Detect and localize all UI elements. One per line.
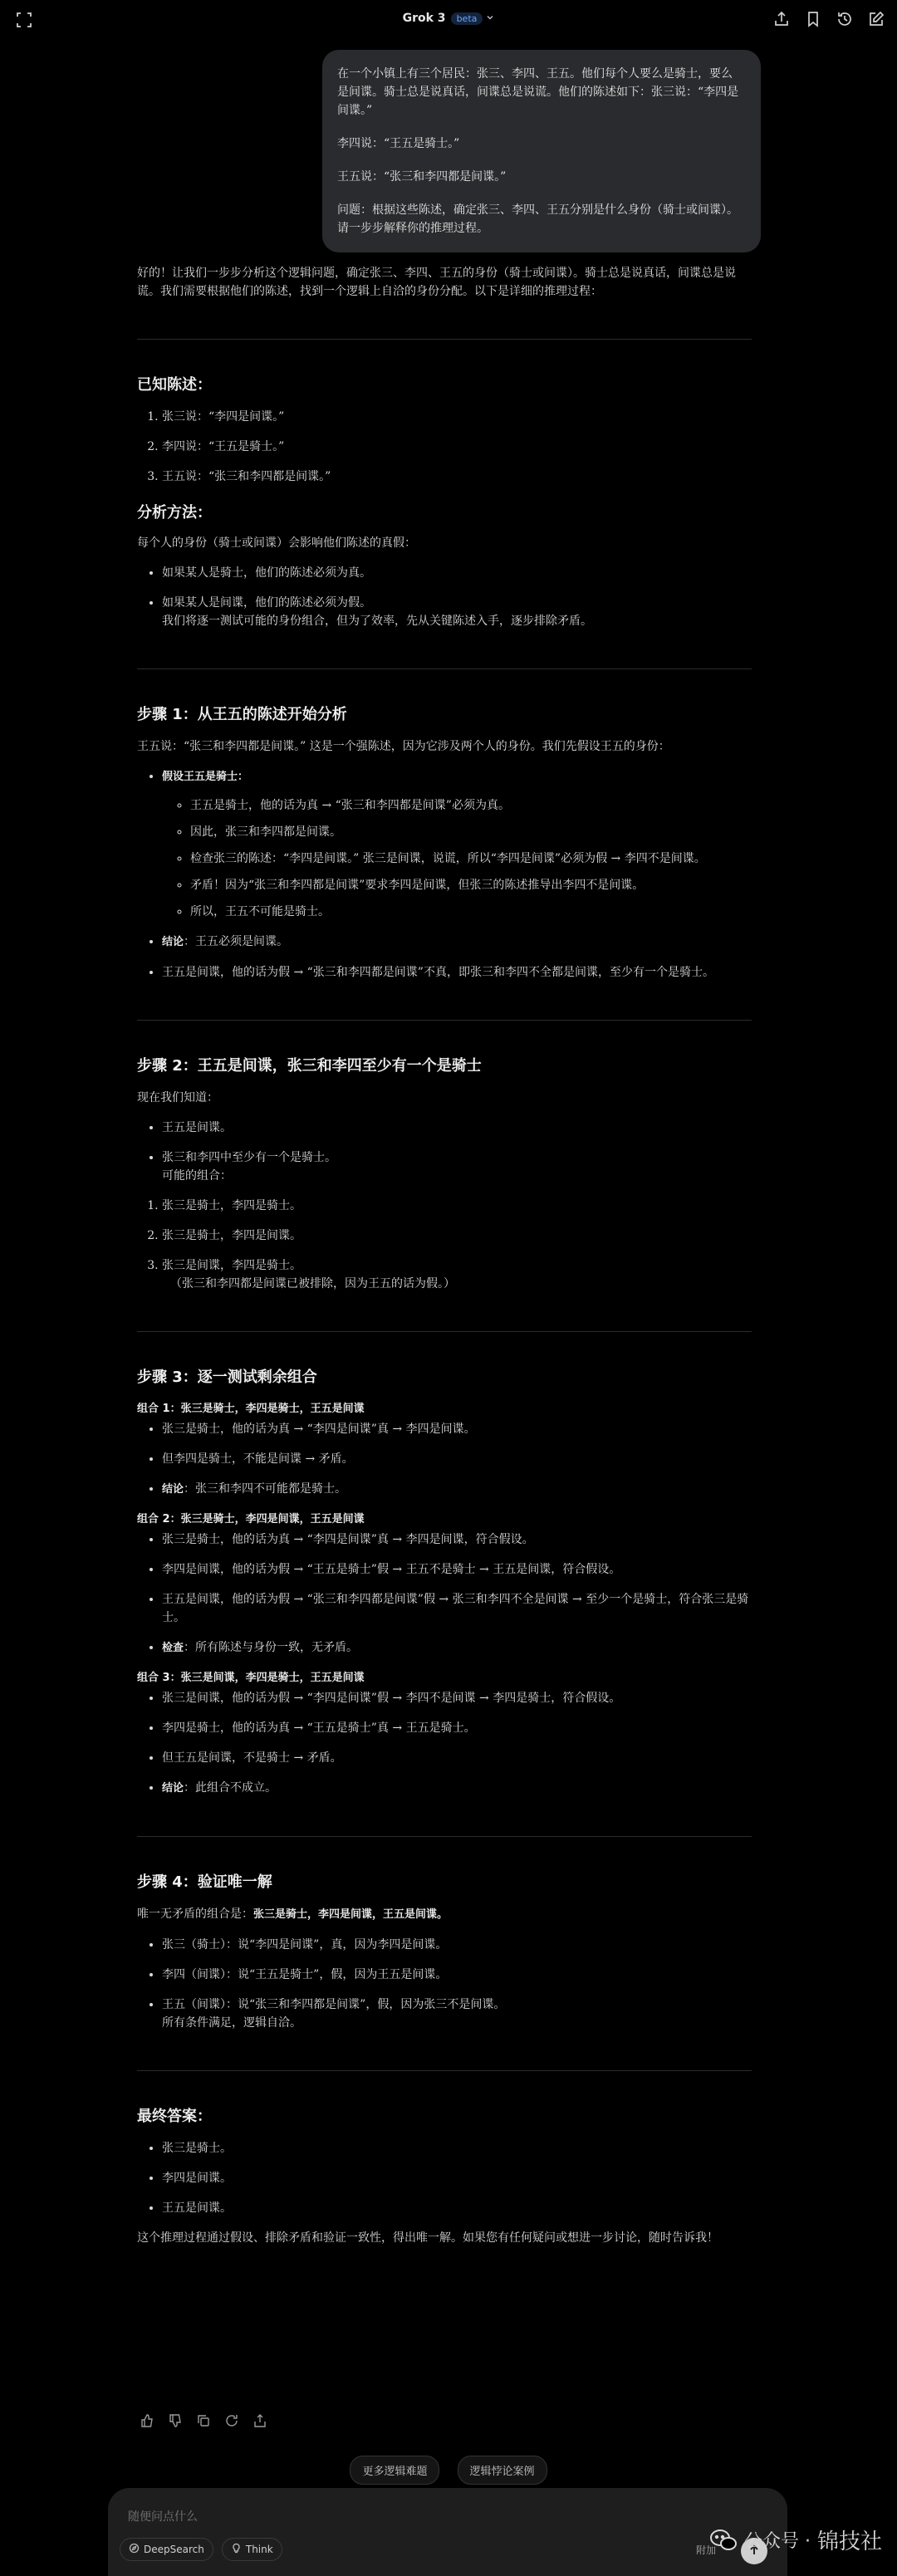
beta-badge: beta: [451, 12, 483, 25]
deepsearch-label: DeepSearch: [144, 2544, 204, 2555]
thumbs-down-icon[interactable]: [168, 2413, 183, 2428]
final-list: [137, 2139, 752, 2217]
deepsearch-icon: [129, 2543, 140, 2556]
final-outro: 这个推理过程通过假设、排除矛盾和验证一致性，得出唯一解。如果您有任何疑问或想进一步讨论，随时告诉我！: [137, 2231, 718, 2245]
list-item: • 王五是间谍，他的话为假 → “张三和李四都是间谍”不真，即张三和李四不全都是间谍，至少有一个是骑士。: [162, 963, 752, 982]
message-input[interactable]: 随便问点什么: [128, 2510, 198, 2524]
step4-list: [137, 1936, 752, 2032]
composer-tools: [120, 2538, 282, 2561]
suggestion-chips: [0, 2456, 897, 2485]
assistant-answer: [137, 264, 752, 2247]
combo-note: （张三和李四都是间谍已被排除，因为王五的话为假。）: [170, 1277, 455, 1290]
verdict-label: 检查: [162, 1642, 184, 1654]
watermark-name: 锦技社: [816, 2529, 882, 2554]
list-item: • 张三是骑士。: [162, 2139, 752, 2157]
attach-label: 附加: [695, 2544, 716, 2556]
think-label: Think: [245, 2544, 273, 2555]
list-item: • 如果某人是骑士，他们的陈述必须为真。: [162, 564, 752, 582]
list-item: 2. 李四说：“王五是骑士。”: [162, 438, 752, 456]
list-item: • 李四（间谍）：说“王五是骑士”，假，因为王五是间谍。: [162, 1966, 752, 1984]
list-item: 2. 张三是骑士，李四是间谍。: [162, 1227, 752, 1245]
copy-icon[interactable]: [196, 2413, 211, 2428]
verdict-text: ：此组合不成立。: [184, 1781, 277, 1795]
message-actions: [140, 2413, 267, 2428]
list-item: ◦ 矛盾！因为“张三和李四都是间谍”要求李四是间谍，但张三的陈述推导出李四不是间谍。: [190, 876, 752, 894]
lightbulb-icon: [231, 2543, 242, 2556]
method-list: [137, 564, 752, 630]
divider: [137, 668, 752, 669]
combo-list: [137, 1197, 752, 1293]
verdict-label: 结论: [162, 1483, 184, 1496]
divider: [137, 1836, 752, 1837]
step2-heading: 步骤 2：王五是间谍，张三和李四至少有一个是骑士: [137, 1057, 482, 1075]
step2-intro: 现在我们知道：: [137, 1091, 218, 1104]
final-heading: 最终答案：: [137, 2108, 212, 2125]
step4-intro-bold: 张三是骑士，李四是间谍，王五是间谍。: [253, 1908, 448, 1921]
divider: [137, 1020, 752, 1021]
history-icon[interactable]: [836, 10, 854, 28]
list-item: • 张三（骑士）：说“李四是间谍”，真，因为李四是间谍。: [162, 1936, 752, 1954]
step1-intro: 王五说：“张三和李四都是间谍。” 这是一个强陈述，因为它涉及两个人的身份。我们先假设王五的身份：: [137, 740, 670, 753]
list-item-text: 如果某人是间谍，他们的陈述必须为假。: [162, 596, 371, 610]
list-item-text: 张三是间谍，李四是骑士。: [162, 1259, 301, 1272]
list-item: 3. 王五说：“张三和李四都是间谍。”: [162, 468, 752, 486]
answer-intro: 好的！让我们一步步分析这个逻辑问题，确定张三、李四、王五的身份（骑士或间谍）。骑士总是说真话，间谍总是说谎。我们需要根据他们的陈述，找到一个逻辑上自洽的身份分配。以下是详细的推理过程：: [137, 267, 736, 298]
wechat-icon: [709, 2529, 738, 2552]
method-heading: 分析方法：: [137, 504, 212, 522]
conclusion-text: ：王五必须是间谍。: [184, 935, 289, 948]
known-heading: 已知陈述：: [137, 376, 212, 394]
list-item: • 李四是间谍，他的话为假 → “王五是骑士”假 → 王五不是骑士 → 王五是间谍，符合假设。: [162, 1560, 752, 1579]
combos-label: 可能的组合：: [162, 1169, 232, 1183]
bookmark-icon[interactable]: [804, 10, 822, 28]
combo-group-title: 组合 3：张三是间谍，李四是骑士，王五是间谍: [137, 1672, 365, 1684]
step1-heading: 步骤 1：从王五的陈述开始分析: [137, 706, 347, 723]
regenerate-icon[interactable]: [224, 2413, 239, 2428]
list-item: 1. 张三说：“李四是间谍。”: [162, 408, 752, 426]
list-item: • 王五是间谍。: [162, 1119, 752, 1137]
list-item: [162, 1148, 752, 1185]
list-item-text: 张三和李四中至少有一个是骑士。: [162, 1151, 336, 1164]
list-item: [162, 1779, 752, 1798]
list-item-text: 王五（间谍）：说“张三和李四都是间谍”，假，因为张三不是间谍。: [162, 1998, 506, 2011]
model-title: Grok 3: [402, 12, 446, 25]
list-item: [162, 594, 752, 630]
step4-tail: 所有条件满足，逻辑自洽。: [162, 2016, 301, 2030]
user-message-paragraph: 问题：根据这些陈述，确定张三、李四、王五分别是什么身份（骑士或间谍）。请一步步解释你的推理过程。: [337, 203, 738, 235]
suggestion-chip[interactable]: 逻辑悖论案例: [458, 2456, 547, 2485]
method-intro: 每个人的身份（骑士或间谍）会影响他们陈述的真假：: [137, 536, 416, 550]
assume-label: 假设王五是骑士：: [162, 771, 249, 783]
list-item: • 王五是间谍，他的话为假 → “张三和李四都是间谍”假 → 张三和李四不全是间谍 → 至少一个是骑士，符合张三是骑士。: [162, 1590, 752, 1627]
list-item: • 张三是骑士，他的话为真 → “李四是间谍”真 → 李四是间谍。: [162, 1420, 752, 1438]
share-icon[interactable]: [252, 2413, 267, 2428]
combo-group-list: [137, 1420, 752, 1499]
step4-heading: 步骤 4：验证唯一解: [137, 1873, 272, 1891]
user-message-paragraph: 王五说：“张三和李四都是间谍。”: [337, 170, 507, 184]
list-item: • 王五是间谍。: [162, 2199, 752, 2217]
list-item: ◦ 因此，张三和李四都是间谍。: [190, 823, 752, 841]
step1-sub-list: [162, 796, 752, 921]
list-item: • 李四是间谍。: [162, 2169, 752, 2187]
list-item: • 张三是间谍，他的话为假 → “李四是间谍”假 → 李四不是间谍 → 李四是骑士，符合假设。: [162, 1689, 752, 1707]
list-item: [162, 1638, 752, 1658]
list-item: ◦ 检查张三的陈述：“李四是间谍。” 张三是间谍，说谎，所以“李四是间谍”必须为假 → 李四不是间谍。: [190, 850, 752, 868]
user-message-paragraph: 李四说：“王五是骑士。”: [337, 137, 460, 150]
share-icon[interactable]: [772, 10, 791, 28]
step2-list: [137, 1119, 752, 1185]
known-list: [137, 408, 752, 486]
verdict-text: ：所有陈述与身份一致，无矛盾。: [184, 1641, 359, 1654]
verdict-text: ：张三和李四不可能都是骑士。: [184, 1482, 347, 1496]
list-item: [162, 1996, 752, 2032]
list-item: • 但王五是间谍，不是骑士 → 矛盾。: [162, 1749, 752, 1767]
combo-group-list: [137, 1530, 752, 1658]
think-button[interactable]: [222, 2538, 282, 2561]
watermark: [709, 2525, 882, 2555]
user-message-paragraph: 在一个小镇上有三个居民：张三、李四、王五。他们每个人要么是骑士，要么是间谍。骑士总是说真话，间谍总是说谎。他们的陈述如下：张三说：“李四是间谍。”: [337, 67, 739, 117]
thumbs-up-icon[interactable]: [140, 2413, 154, 2428]
suggestion-chip[interactable]: 更多逻辑难题: [350, 2456, 439, 2485]
list-item: ◦ 王五是骑士，他的话为真 → “张三和李四都是间谍”必须为真。: [190, 796, 752, 815]
top-bar: [0, 0, 897, 42]
step4-intro-prefix: 唯一无矛盾的组合是：: [137, 1908, 253, 1921]
model-selector[interactable]: [0, 12, 897, 25]
list-item: 1. 张三是骑士，李四是骑士。: [162, 1197, 752, 1215]
list-item: [162, 1480, 752, 1499]
divider: [137, 339, 752, 340]
method-tail: 我们将逐一测试可能的身份组合，但为了效率，先从关键陈述入手，逐步排除矛盾。: [162, 615, 592, 628]
deepsearch-button[interactable]: [120, 2538, 213, 2561]
chevron-down-icon: [486, 12, 494, 25]
new-chat-icon[interactable]: [867, 10, 885, 28]
list-item: [162, 933, 752, 952]
watermark-prefix: 公众号 ·: [743, 2531, 811, 2552]
combo-group-list: [137, 1689, 752, 1798]
step3-heading: 步骤 3：逐一测试剩余组合: [137, 1369, 317, 1386]
composer: [108, 2488, 787, 2576]
list-item: • 但李四是骑士，不能是间谍 → 矛盾。: [162, 1450, 752, 1468]
step4-intro: [137, 1905, 752, 1924]
list-item: ◦ 所以，王五不可能是骑士。: [190, 903, 752, 921]
list-item: [162, 1256, 752, 1293]
conclusion-label: 结论: [162, 936, 184, 948]
divider: [137, 1331, 752, 1332]
combo-group-title: 组合 2：张三是骑士，李四是间谍，王五是间谍: [137, 1513, 365, 1526]
list-item: [162, 767, 752, 921]
list-item: • 李四是骑士，他的话为真 → “王五是骑士”真 → 王五是骑士。: [162, 1719, 752, 1737]
user-message-bubble: [322, 50, 761, 252]
divider: [137, 2070, 752, 2071]
verdict-label: 结论: [162, 1782, 184, 1795]
top-actions: [772, 10, 885, 28]
list-item: • 张三是骑士，他的话为真 → “李四是间谍”真 → 李四是间谍，符合假设。: [162, 1530, 752, 1549]
step1-list: [137, 767, 752, 982]
combo-group-title: 组合 1：张三是骑士，李四是骑士，王五是间谍: [137, 1403, 365, 1415]
